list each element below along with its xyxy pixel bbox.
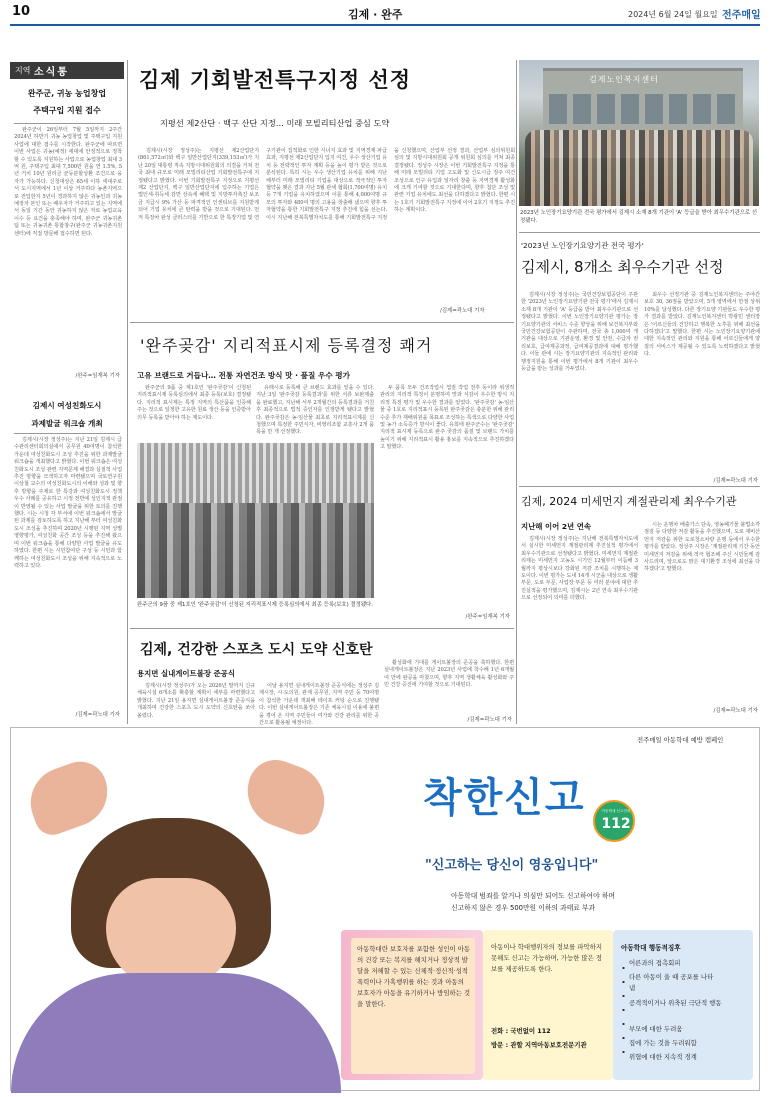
ad-box-report (483, 930, 613, 1080)
persimmon-photo-caption: 완주군의 9품 중 제1호인 '완주곶감'이 신청된 지리적표시제 등록심의에서 최종 등록(보호) 결정됐다. (137, 602, 373, 608)
sports-col2: 이날 용지면 실내게이트볼장 준공식에는 정성주 김제시장, 시·도의원, 관계 공무원, 지역 주민 등 70여명이 참석한 가운데 개최해 테이프 커팅 순으로 진행됐다. 이번 실내게이트볼장은 기존 체육시설 이용에 불편을 겪어 온 지역 주민들이 여가와 건강 관리를 위한 공간으로 활용될 예정이다. (259, 683, 379, 727)
sports-byline: /김제=곽노대 기자 (467, 717, 512, 723)
sidebar-news2-headline-2: 과제발굴 워크숍 개최 (31, 419, 103, 428)
sidebar-news1-rule (14, 123, 120, 124)
sports-subhead: 용지면 실내게이트볼장 준공식 (137, 669, 235, 678)
eldercare-top-rule (519, 232, 760, 233)
sidebar-divider (127, 60, 128, 724)
dust-col2: 시는 운행차 배출가스 단속, 영농폐기물 불법소각 점검 등 다양한 저감 활동을 추진했으며, 도로 재비산먼지 저감을 위한 도로청소차량 운행 등에서 우수한 평가를 받았다. 정성주 시장은 '계절관리제 기간 동안 미세먼지 저감을 위해 적극 협조해 주신 시민들께 감사드리며, 앞으로도 맑은 대기환경 조성에 최선을 다하겠다'고 말했다. (644, 522, 760, 573)
hotline-badge-caption: 아동학대 신고전화 (601, 809, 631, 813)
sidebar-news2-body: 김제시(시장 정성주)는 지난 21일 김제시 급수관리센터회의실에서 공무원 40여명이 참석한 가운데 여성친화도시 조성 추진을 위한 과제발굴 워크숍을 개최했다고 밝혔다. 이번 워크숍은 여성친화도시 조성 관련 지역문제 해결과 실질적 사업 추진 방향을 모색하고자 마련됐으며 국토연구원 이상철 교수의 여성친화도시의 이해와 성과 및 향후 방향을 주제로 한 특강과 여성친화도시 정책 우수 사례를 공유하고 시정 전반에 성인지적 관점이 반영될 수 있는 사업 발굴을 위한 토의를 진행했다. 시는 시청 각 부서에 이번 워크숍에서 발굴된 과제를 검토하도록 하고 지난해 부터 여성친화도시 조성을 추진하며 2020년 시행된 지역 성별영향평가, 여성친화 공간 조성 등을 추진해 왔으며 이번 워크숍을 통해 다양한 사업 발굴을 유도하였다. 한편 시는 시민참여단 구성 등 시민과 함께하는 여성친화도시 조성을 위해 지속적으로 노력하고 있다. (14, 437, 122, 569)
page-number: 10 (12, 4, 31, 19)
eldercare-photo (519, 60, 759, 206)
eldercare-headline: 김제시, 8개소 최우수기관 선정 (521, 258, 724, 276)
ad-description-2: 신고하지 않은 경우 500만원 이하의 과태료 부과 (451, 904, 596, 912)
building-sign: 김제노인복지센터 (589, 75, 659, 84)
threatening-hand-left (21, 754, 117, 840)
ad-box-report-phone: 전화 : 국번없이 112 (491, 1027, 551, 1035)
dust-headline: 김제, 2024 미세먼지 계절관리제 최우수기관 (521, 495, 737, 508)
section-name: 김제 · 완주 (348, 8, 403, 21)
issue-date: 2024년 6월 24일 월요일 (628, 10, 718, 19)
hotline-badge-number: 112 (601, 816, 631, 832)
hotline-badge (593, 800, 635, 842)
sidebar-news2-byline: /김제=곽노대 기자 (75, 712, 120, 718)
main-right-divider (516, 60, 517, 724)
wanju-bottom-rule (130, 628, 514, 629)
ad-box-signs-item-1: 어른과의 접촉회피 (629, 959, 681, 967)
wanju-subhead: 고유 브랜드로 거듭나… 전통 자연건조 방식 맛 · 품질 우수 평가 (137, 371, 350, 380)
eldercare-bottom-rule (519, 486, 760, 487)
paper-name: 전주매일 (722, 10, 761, 21)
persimmon-photo (137, 443, 374, 598)
ad-box-signs-bullets (622, 961, 625, 1059)
sidebar-news1-headline-1: 완주군, 귀농 농업창업 (27, 89, 107, 98)
sports-col1: 김제시(시장 정성주)가 오는 2026년 말까지 신규 체육시설 6개소를 확충할 계획이 세부를 마련했다고 밝혔다. 지난 21일 용지면 실내게이트볼장 준공식을 개최하며 건강한 스포츠 도시 도약의 신호탄을 쏘아 올렸다. (137, 683, 255, 719)
ad-box-definition-text: 아동학대란 보호자를 포함한 성인이 아동의 건강 또는 복지를 해치거나 정상적 발달을 저해할 수 있는 신체적·정신적·성적 폭력이나 가혹행위를 하는 것과 아동의 보호자가 아동을 유기하거나 방임하는 것을 말한다. (357, 945, 471, 1008)
wanju-headline: '완주곶감' 지리적표시제 등록결정 쾌거 (140, 336, 433, 355)
sports-col3: 활성화에 기대를 게이트볼장의 준공을 축하했다. 한편 실내게이트볼장은 지난 2023년 사업에 착수해 1년 6개월여 만에 완공을 마쳤으며, 향후 지역 생활체육 활성화와 주민 건강 증진에 기여할 것으로 기대된다. (384, 660, 514, 689)
ad-box-definition (341, 930, 483, 1080)
ad-box-signs-title: 아동학대 행동적징후 (621, 944, 681, 952)
threatening-hand-right (237, 752, 334, 840)
wanju-byline: /완주=임재복 기자 (465, 614, 510, 620)
wanju-col3: 두 품목 모두 건조작업시 껍질 작업 전후 동이라 위생적 관리의 지리적 특징이 분명하여 맛과 식감이 우수한 방식 지리적 특징 평가 및 우수한 결과를 얻었다. '완주곶감' 농·임산물 중 1호로 지리적표시 등록된 완주곶감은 충분한 위해 관리 수준 추가 재배위원을 목표로 조성하는 특색으로 다양한 사업 및 농가 소득증가 방식이 좋다. 유희태 완주군수는 '완주곶감' 지리적 표시제 등록으로 완주 곶감의 품질 및 브랜드 가치를 높이기 위해 지리적표시 활용 홍보를 지속적으로 추진하겠다고 말했다. (380, 385, 514, 451)
wanju-col2: 유래시로 등록해 큰 브랜드 효과를 얻을 수 있다. 지난 3일 '완주곶감 등록결과'를 위한 서류 보완제출을 완료했고, 지난해 서부 2개월간의 등록결과를 거친 후 최종적으로 법적 증인자를 인정받게 됐다고 밝혔다. 완주곶감은 농·임산물 최초로 지리적표시제를 신청했으며 특정한 주민식자, 비영리조합 교흥사 2개 품목을 만 개 선정했다. (256, 385, 374, 436)
main-byline: /김제=곽노대 기자 (440, 308, 485, 314)
ad-box-signs (613, 930, 753, 1080)
eldercare-kicker: '2023년 노인장기요양기관 전국 평가' (521, 241, 644, 250)
drying-racks (137, 443, 374, 503)
main-headline: 김제 기회발전특구지정 선정 (139, 68, 412, 92)
ad-title: 착한신고 (423, 775, 586, 821)
ad-description-1: 아동학대 범죄를 알거나 의심만 되어도 신고하여야 하며 (451, 892, 615, 900)
sidebar-news1-byline: /완주=임재복 기자 (75, 373, 120, 379)
ad-box-signs-item-5: 집에 가는 것을 두려워함 (629, 1039, 697, 1047)
girl-illustration (11, 728, 341, 1090)
people-group (525, 130, 753, 206)
sidebar-news2-rule (14, 433, 120, 434)
building-windows (549, 94, 739, 124)
workers-row (137, 503, 374, 598)
ad-box-report-visit: 방문 : 관할 지역아동보호전문기관 (491, 1041, 587, 1049)
ad-box-signs-item-4: 부모에 대한 두려움 (629, 1025, 683, 1033)
dust-col1: 김제시(시장 정성주)는 지난해 전북특별자치도에서 실시한 미세먼지 계절관리제 추진실적 평가에서 최우수기관으로 선정됐다고 밝혔다. 미세먼지 계절관리제는 미세먼지 고농도 시기인 12월부터 이듬해 3월까지 평상시보다 강화된 저감 조치를 시행하는 제도이다. 이번 평가는 도내 14개 시군을 대상으로 생활 부문, 도로 부문, 사업장 부문 등 여러 분야에 대한 추진실적을 평가했으며, 김제시는 2년 연속 최우수기관으로 선정되어 의미를 더했다. (521, 536, 639, 602)
eldercare-col1: 김제시(시장 정성주)는 국민건강보험공단이 주관한 '2023년 노인장기요양기관 전국 평가'에서 김제시 소재 8개 기관이 'A' 등급을 받아 최우수기관으로 선정됐다고 밝혔다. 이번 노인장기요양기관 평가는 장기요양기관의 서비스 수준 향상을 위해 보건복지부와 국민건강보험공단이 주관하며, 전국 총 1,000여 개 기관을 대상으로 기관운영, 환경 및 안전, 수급자 권리보호, 급여제공과정, 급여제공결과에 대해 평가했다. 이들 관에 시는 장기요양기관의 지속적인 관리와 행정지원을 통해 이번 평가에서 8개 기관이 최우수 등급을 받는 성과를 거두었다. (521, 292, 638, 373)
dust-byline: /김제=곽노대 기자 (713, 708, 758, 714)
ad-box-signs-item-6: 위협에 대한 지속적 경계 (629, 1053, 697, 1061)
ad-box-signs-item-2: 다른 아동이 울 때 공포를 나타냄 (629, 973, 714, 992)
sidebar-news2-headline-1: 김제시 여성친화도시 (32, 401, 102, 410)
ad-box-signs-item-3: 공격적이거나 위축된 극단적 행동 (629, 999, 722, 1007)
main-subhead: 지평선 제2산단 · 백구 산단 지정… 미래 모빌리티산업 중심 도약 (160, 118, 390, 128)
sports-headline: 김제, 건강한 스포츠 도시 도약 신호탄 (140, 642, 373, 658)
sidebar-tag: 지역 (15, 66, 31, 75)
eldercare-col2: 최우수 선정기관 중 김제노인복지센터는 주야간보호 30, 36점을 받았으며, 5개 영역에서 만점 상위 10%를 달성했다. 다른 장기요양 기관들도 우수한 평가 결과를 받았다. 김제노인복지센터 박광민 센터장은 '어르신들의 건강하고 행복한 노후를 위해 최선을 다하겠다'고 말했다. 한편 시는 노인장기요양기관에 대한 지속적인 관리와 지원을 통해 어르신들에게 양질의 서비스가 제공될 수 있도록 노력하겠다고 밝혔다. (644, 292, 760, 358)
girl-face-hands (106, 878, 236, 988)
wanju-col1: 완주군의 9품 중 제1호인 '완주곶감'이 신청된 지리적표시제 등록심의에서 최종 등록(보호) 결정됐다. 지리적 표시제는 특정 지역의 특산품을 인증해 주는 것으로 일정한 고유한 원료 생산 등을 인증받아 의무 등록을 받아야 하는 제도이다. (137, 385, 251, 421)
ad-organization: 전주매일 아동학대 예방 캠페인 (637, 736, 724, 744)
sidebar-news1-headline-2: 주택구입 지원 접수 (33, 106, 101, 115)
dust-subhead: 지난해 이어 2년 연속 (521, 522, 591, 531)
main-bottom-rule (130, 322, 514, 323)
header-rule (10, 24, 760, 26)
sidebar-title: 소식통 (34, 67, 69, 78)
eldercare-photo-caption: 2023년 노인장기요양기관 전국 평가에서 김제시 소재 8개 기관이 'A' 등급을 받아 최우수기관으로 선정됐다. (520, 210, 758, 224)
eldercare-byline: /김제=곽노대 기자 (713, 478, 758, 484)
ad-frame (10, 727, 760, 1091)
main-body: 김제시(시장 정성주)는 지평선 제2산업단지(861,572㎡)와 백구 일반산업단지(339,153㎡)가 지난 20일 대통령 직속 지방시대위원회의 의결을 거쳐 전국 최대 규모로 미래 모빌리티산업 기회발전특구에 지정됐다고 밝혔다. 이번 기회발전특구 지정으로 지평선 제2 산업단지, 백구 일반산업단지에 입주하는 기업은 법인세·취득세 감면 상속세 혜택 및 지방투자촉진 보조금 지급시 9% 가산 등 파격적인 인센티브를 지원받게 되어 기업 유치에 큰 탄력을 받을 것으로 기대된다. 먼저 특장차 완성 클러스터를 기반으로 한 특장기업 및 연구기관이 집적화로 인한 시너지 효과 및 지역경제 파급효과, 지평선 제2산업단지 입지 여건, 우수 생산기업 유치 등 전략적인 투자 계획 등을 높이 평가 받은 것으로 분석된다. 특히 시는 우수 생산기업 유치를 위해 지난 해부터 미래 모빌리티 기업을 대상으로 적극적인 투자협약을 맺은 결과 지난 5월 관세 협회(1,700여명) 유치 등 7개 기업을 유치하였으며 이를 통해 4,000여명 규모의 투자와 480여 명의 고용을 창출해 냈으며 향후 투자협약을 통한 기회발전특구 지정 추진에 힘을 싣는다. 이시 지난해 전북특별자치도를 통해 기회발전특구 지정을 신청했으며, 산업부 선정 결과, 산업부 심의위원회 심의 및 지방시대위원회 공개 위원회 심의를 거쳐 최종 결정됐다. 정성주 시장은 이번 기회발전특구 지정을 통해 미래 모빌리티 기업 고도화 및 신도시급 정주 여건 조성으로 인구 유입과 일자리 창출 등 지역경제 활성화에 크게 기여할 것으로 기대한다며, 향후 첨단 조성 및 관련 기업 유치에도 최선을 다하겠다고 밝혔다. 한편 시는 1호기 기회발전특구 지정에 이어 2호기 지정도 추진하는 계획이다. (138, 148, 515, 221)
sidebar-news1-body: 완주군이 26일부터 7월 5일까지 2주간 2024년 하반기 귀농 농업창업 및 주택구입 지원사업에 대한 접수를 시작한다. 완주군에 따르면 이번 사업은 귀농(예정) 세대에 안정적으로 정착할 수 있도록 지원하는 사업으로 농업창업 최대 3억 원, 주택구입 최대 7,500만 원을 연 1.5%, 5년 거치 10년 원리금 균등분할상환 조건으로 융자가 가능하다. 신청대상은 65세 이하 세대주로서 도시지역에서 1년 이상 거주하다 농촌지역으로 전입한지 5년이 경과하지 않은 귀농인과 귀농예정자 본인 또는 배우자가 거주하고 있는 지역에서 동일 기간 동안 귀농하지 않은 자로 농업교육 이수 등 요건을 충족해야 하며, 완주군 귀농귀촌팀 또는 귀농귀촌 통합창구(완주군 귀농귀촌지원센터)에 직접 방문해 접수하면 된다. (14, 127, 122, 237)
girl-shirt (11, 973, 341, 1093)
ad-box-report-text: 아동이나 학대행위자의 정보를 파악하지 못해도 신고는 가능하며, 가능한 많은 정보를 제공하도록 한다. (491, 943, 603, 973)
ad-slogan: "신고하는 당신이 영웅입니다" (425, 858, 599, 873)
